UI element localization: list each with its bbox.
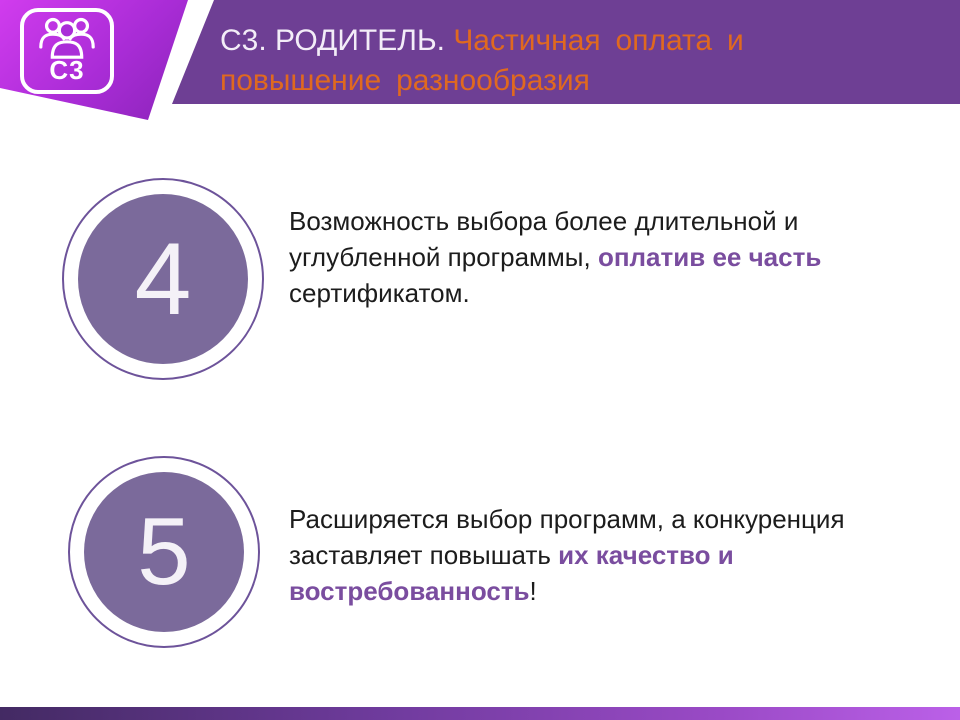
logo-label: С3 [49,55,85,85]
item-4-text-before: Возможность выбора более длительной и углубленной программы, [289,206,799,272]
item-number-5: 5 [84,472,244,632]
logo-badge [20,8,114,94]
item-4-text-highlight: оплатив ее часть [597,242,822,272]
item-4-text-after: сертификатом. [289,278,470,308]
title-highlight-line2: повышение разнообразия [220,64,590,97]
item-5-text-before: Расширяется выбор программ, а конкуренция заставляет повышать [289,504,845,570]
title-highlight-line1: Частичная оплата и [453,24,744,57]
title-prefix: С3. РОДИТЕЛЬ. [220,24,454,57]
item-5-text-highlight: их качество и востребованность [289,540,734,606]
number-circle-4 [62,178,264,380]
item-number-4: 4 [78,194,248,364]
item-text-5 [289,501,881,609]
slide-title [220,21,920,101]
item-5-text-after: ! [529,576,537,606]
footer-bar [0,707,960,720]
number-circle-5 [68,456,260,648]
item-text-4 [289,203,881,311]
